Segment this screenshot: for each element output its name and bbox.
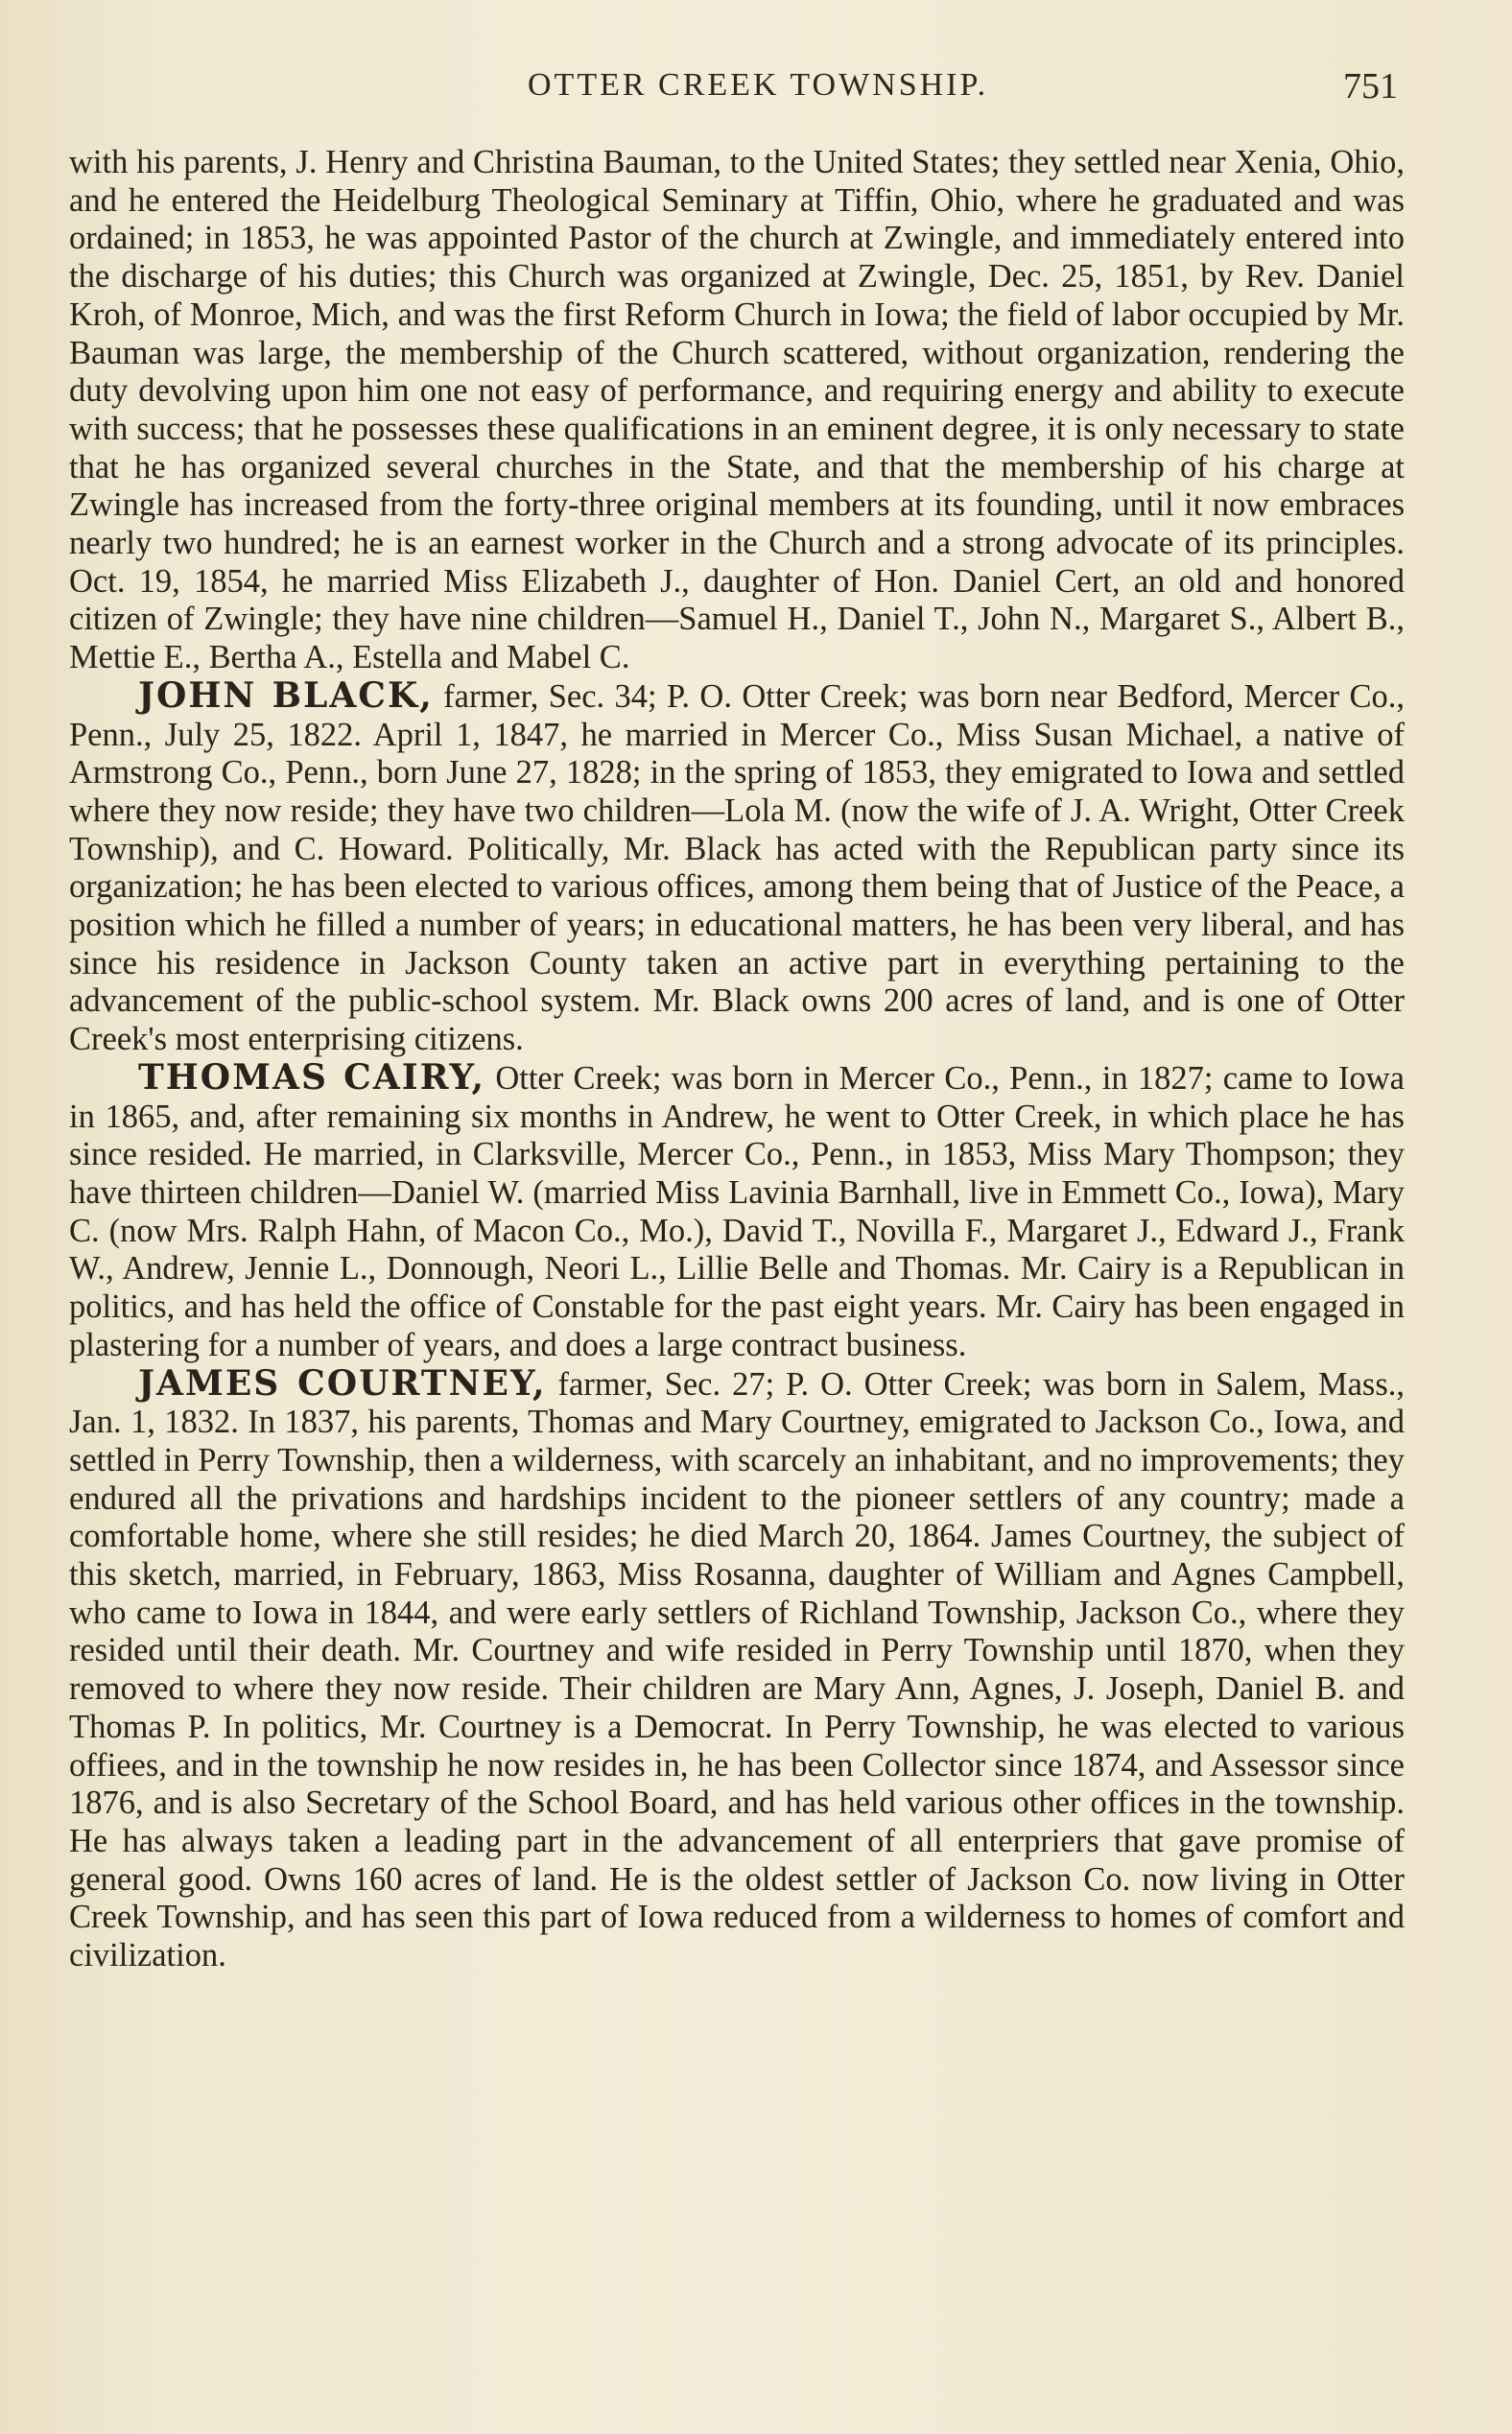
biography-entry-john-black [69,674,1405,1059]
entry-text: farmer, Sec. 34; P. O. Otter Creek; was born near Bedford, Mercer Co., Penn., July 25, 1822. April 1, 1847, he married in Mercer Co., Miss Susan Michael, a native of Armstrong Co., Penn., born June 27, 1828; in the spring of 1853, they emigrated to Iowa and settled where they now reside; they have two children—Lola M. (now the wife of J. A. Wright, Otter Creek Township), and C. Howard. Politically, Mr. Black has acted with the Republican party since its organization; he has been elected to various offices, among them being that of Justice of the Peace, a position which he filled a number of years; in educational matters, he has been very liberal, and has since his residence in Jackson County taken an active part in everything pertaining to the advancement of the public-school system. Mr. Black owns 200 acres of land, and is one of Otter Creek's most enterprising citizens. [69,677,1405,1058]
page-header [0,56,1512,123]
entry-text: farmer, Sec. 27; P. O. Otter Creek; was born in Salem, Mass., Jan. 1, 1832. In 1837, his parents, Thomas and Mary Courtney, emigrated to Jackson Co., Iowa, and settled in Perry Township, then a wilderness, with scarcely an inhabitant, and no improvements; they endured all the privations and hardships incident to the pioneer settlers of any country; made a comfortable home, where she still resides; he died March 20, 1864. James Courtney, the subject of this sketch, married, in February, 1863, Miss Rosanna, daughter of William and Agnes Campbell, who came to Iowa in 1844, and were early settlers of Richland Township, Jackson Co., where they resided until their death. Mr. Courtney and wife resided in Perry Township until 1870, when they removed to where they now reside. Their children are Mary Ann, Agnes, J. Joseph, Daniel B. and Thomas P. In politics, Mr. Courtney is a Democrat. In Perry Township, he was elected to various offiees, and in the township he now resides in, he has been Collector since 1874, and Assessor since 1876, and is also Secretary of the School Board, and has held various other offices in the township. He has always taken a leading part in the advancement of all enterpriers that gave promise of general good. Owns 160 acres of land. He is the oldest settler of Jackson Co. now living in Otter Creek Township, and has seen this part of Iowa reduced from a wilderness to homes of comfort and civilization. [69,1365,1406,1974]
continuation-paragraph: with his parents, J. Henry and Christina Bauman, to the United States; they settled near Xenia, Ohio, and he entered the Heidelburg Theological Seminary at Tiffin, Ohio, where he graduated and was ordained; in 1853, he was appointed Pastor of the church at Zwingle, and immediately entered into the discharge of his duties; this Church was organized at Zwingle, Dec. 25, 1851, by Rev. Daniel Kroh, of Monroe, Mich, and was the first Reform Church in Iowa; the field of labor occupied by Mr. Bauman was large, the membership of the Church scattered, without organization, rendering the duty devolving upon him one not easy of performance, and requiring energy and ability to execute with success; that he possesses these qualifications in an eminent degree, it is only necessary to state that he has organized several churches in the State, and that the membership of his charge at Zwingle has increased from the forty-three original members at its founding, until it now embraces nearly two hundred; he is an earnest worker in the Church and a strong advocate of its principles. Oct. 19, 1854, he married Miss Elizabeth J., daughter of Hon. Daniel Cert, an old and honored citizen of Zwingle; they have nine children—Samuel H., Daniel T., John N., Margaret S., Albert B., Mettie E., Bertha A., Estella and Mabel C. [69,144,1405,676]
page-number: 751 [1343,66,1398,106]
entry-text: Otter Creek; was born in Mercer Co., Penn., in 1827; came to Iowa in 1865, and, after remaining six months in Andrew, he went to Otter Creek, in which place he has since resided. He married, in Clarksville, Mercer Co., Penn., in 1853, Miss Mary Thompson; they have thirteen children—Daniel W. (married Miss Lavinia Barnhall, live in Emmett Co., Iowa), Mary C. (now Mrs. Ralph Hahn, of Macon Co., Mo.), David T., Novilla F., Margaret J., Edward J., Frank W., Andrew, Jennie L., Donnough, Neori L., Lillie Belle and Thomas. Mr. Cairy is a Republican in politics, and has held the office of Constable for the past eight years. Mr. Cairy has been engaged in plastering for a number of years, and does a large contract business. [69,1059,1405,1363]
entry-name: JAMES COURTNEY, [138,1362,547,1404]
biography-entry-thomas-cairy [69,1056,1405,1365]
entry-name: JOHN BLACK, [138,674,434,716]
biography-entry-james-courtney [69,1362,1406,1975]
running-head: OTTER CREEK TOWNSHIP. [528,67,989,103]
entry-name: THOMAS CAIRY, [138,1056,485,1098]
body-text [69,144,1405,1975]
